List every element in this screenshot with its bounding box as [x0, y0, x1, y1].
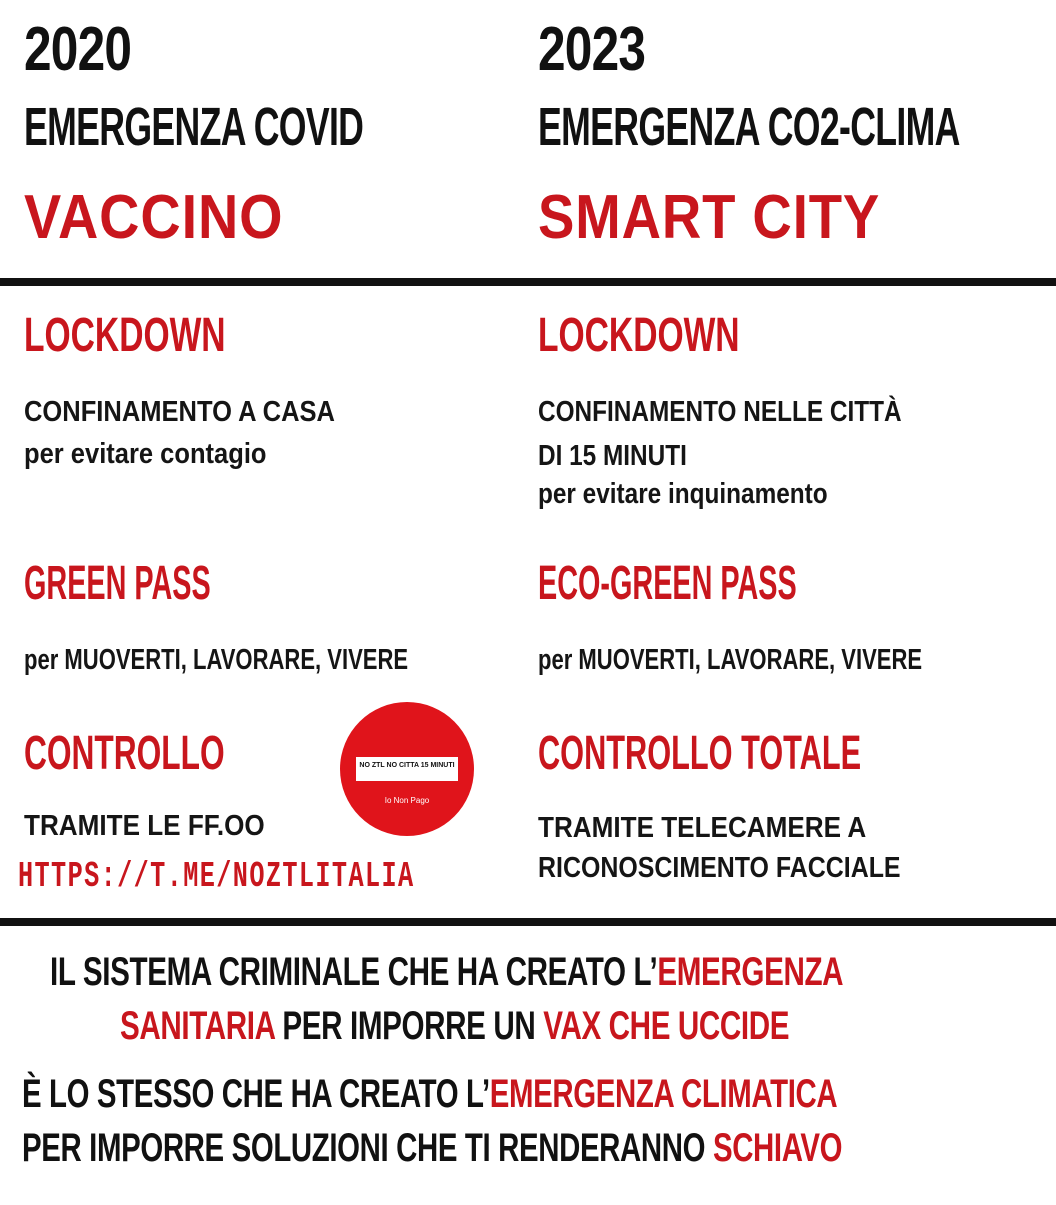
bottom-line1 — [50, 950, 1056, 995]
left-section1-title: LOCKDOWN — [24, 309, 226, 362]
top-divider — [0, 278, 1056, 286]
left-section3-line1: TRAMITE LE FF.OO — [24, 810, 265, 842]
left-emergency: EMERGENZA COVID — [24, 97, 364, 157]
badge-text: NO ZTL NO CITTA 15 MINUTI — [359, 762, 455, 769]
right-emergency: EMERGENZA CO2-CLIMA — [538, 97, 960, 157]
bottom-line3 — [22, 1072, 1056, 1117]
bottom-line3-a: È LO STESSO CHE HA CREATO L’ — [22, 1072, 490, 1116]
right-section3-line2: RICONOSCIMENTO FACCIALE — [538, 852, 901, 884]
bottom-line1-b: EMERGENZA — [657, 950, 844, 994]
right-headline: SMART CITY — [538, 183, 881, 252]
bottom-line2-b: PER IMPORRE UN — [274, 1004, 544, 1048]
left-section2-line1: per MUOVERTI, LAVORARE, VIVERE — [24, 644, 409, 676]
bottom-line4 — [22, 1126, 1056, 1171]
bottom-divider — [0, 918, 1056, 926]
right-section1-line2: DI 15 MINUTI — [538, 440, 687, 472]
right-section1-line1: CONFINAMENTO NELLE CITTÀ — [538, 396, 902, 428]
bottom-line2-a: SANITARIA — [120, 1004, 275, 1048]
bottom-line3-b: EMERGENZA CLIMATICA — [489, 1072, 838, 1116]
right-section1-title: LOCKDOWN — [538, 309, 740, 362]
right-year: 2023 — [538, 15, 646, 84]
right-section1-line3: per evitare inquinamento — [538, 478, 828, 510]
left-section1-line1: CONFINAMENTO A CASA — [24, 396, 335, 428]
bottom-line1-a: IL SISTEMA CRIMINALE CHE HA CREATO L’ — [50, 950, 658, 994]
bottom-line4-b: SCHIAVO — [712, 1126, 843, 1170]
left-section3-title: CONTROLLO — [24, 727, 225, 780]
right-section3-line1: TRAMITE TELECAMERE A — [538, 812, 867, 844]
no-entry-sign-icon — [340, 702, 474, 836]
right-section2-title: ECO-GREEN PASS — [538, 557, 797, 610]
left-year: 2020 — [24, 15, 132, 84]
right-section2-line1: per MUOVERTI, LAVORARE, VIVERE — [538, 644, 923, 676]
bottom-line2 — [120, 1004, 1024, 1049]
bottom-line4-a: PER IMPORRE SOLUZIONI CHE TI RENDERANNO — [22, 1126, 713, 1170]
right-section3-title: CONTROLLO TOTALE — [538, 727, 862, 780]
left-section2-title: GREEN PASS — [24, 557, 211, 610]
left-headline: VACCINO — [24, 183, 284, 252]
badge-bar — [356, 757, 458, 781]
badge-subtext: Io Non Pago — [384, 796, 430, 805]
bottom-line2-c: VAX CHE UCCIDE — [543, 1004, 790, 1048]
telegram-link[interactable]: HTTPS://T.ME/NOZTLITALIA — [18, 856, 415, 897]
left-section1-line2: per evitare contagio — [24, 438, 267, 470]
